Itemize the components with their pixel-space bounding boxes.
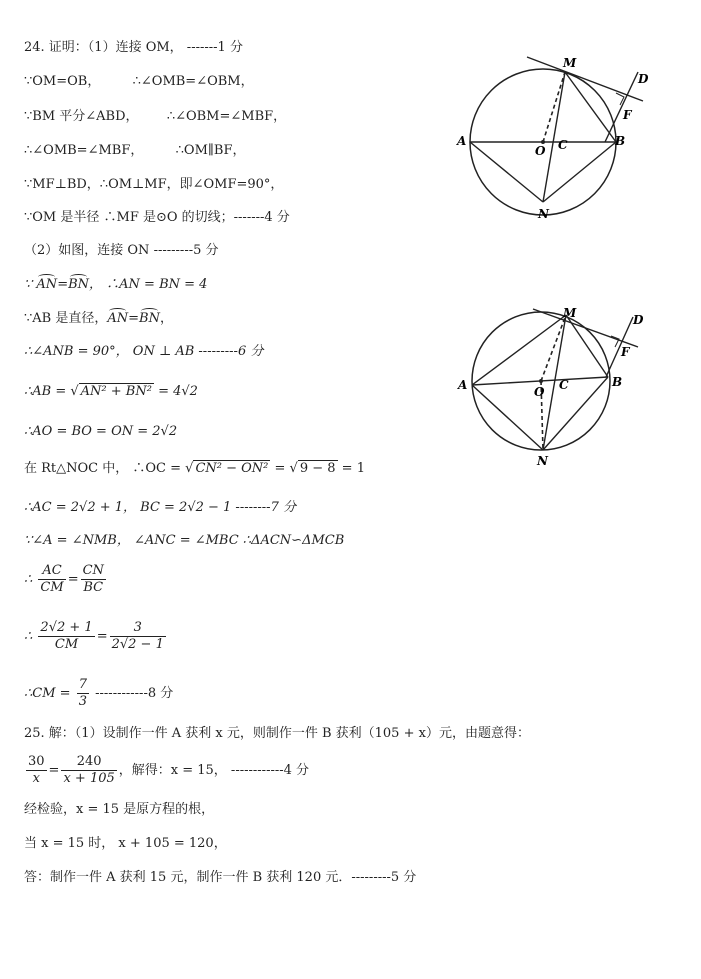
segment-om-dashed bbox=[543, 72, 565, 142]
p24-l13-mid: = √ bbox=[270, 461, 298, 476]
segment-nb bbox=[543, 142, 616, 202]
label-o: O bbox=[535, 144, 546, 158]
p24-line-9 bbox=[24, 311, 173, 327]
segment-nb-2 bbox=[543, 377, 608, 450]
p24-l16-pre: ∴ bbox=[24, 572, 33, 587]
p24-l3b: ∴∠OBM=∠MBF， bbox=[166, 109, 287, 124]
segment-mn bbox=[543, 72, 565, 202]
p25-l2-eq: = bbox=[48, 763, 60, 778]
fraction-7-3: $\frac{7}{3}$ bbox=[78, 677, 87, 709]
p24-line-3 bbox=[24, 109, 286, 125]
p24-l2b: ∴∠OMB=∠OBM， bbox=[132, 74, 254, 89]
p24-l17-pre: ∴ bbox=[24, 629, 33, 644]
segment-mb bbox=[565, 72, 616, 142]
geometry-figure-1 bbox=[455, 55, 665, 225]
label-f-2: F bbox=[621, 345, 630, 359]
p24-l11-rad: AN² + BN² bbox=[80, 384, 152, 399]
p24-line-6: ∵OM 是半径 ∴MF 是⊙O 的切线；-------4 分 bbox=[24, 210, 290, 225]
p24-line-12: ∴AO = BO = ON = 2√2 bbox=[24, 424, 178, 439]
p24-l8-post: ， ∴AN = BN = 4 bbox=[89, 277, 208, 292]
label-a-2: A bbox=[458, 378, 468, 392]
p24-line-4 bbox=[24, 143, 245, 159]
label-c-2: C bbox=[559, 378, 569, 392]
p25-line-5: 答：制作一件 A 获利 15 元，制作一件 B 获利 120 元．---------5 分 bbox=[24, 870, 417, 885]
p24-l9-eq: = bbox=[128, 311, 140, 326]
label-n-2: N bbox=[537, 454, 548, 468]
arc-bn: BN bbox=[68, 277, 90, 292]
p24-l9-pre: ∵AB 是直径， bbox=[24, 311, 108, 326]
p24-l11-pre: ∴AB = √ bbox=[24, 384, 79, 399]
p24-l17-eq: = bbox=[96, 629, 108, 644]
p24-l13-rad1: CN² − ON² bbox=[195, 461, 269, 476]
segment-an bbox=[470, 142, 543, 202]
tangent-line bbox=[527, 57, 643, 101]
p24-l11-post: = 4√2 bbox=[153, 384, 198, 399]
label-m-2: M bbox=[563, 306, 577, 320]
p25-l2-post: ，解得：x = 15， ------------4 分 bbox=[118, 763, 310, 778]
p25-line-2 bbox=[24, 754, 309, 787]
p24-line-11 bbox=[24, 384, 198, 400]
p24-l4a: ∴∠OMB=∠MBF， bbox=[24, 143, 144, 158]
label-d: D bbox=[638, 72, 649, 86]
p25-line-3: 经检验，x = 15 是原方程的根， bbox=[24, 802, 215, 817]
p24-line-5: ∵MF⊥BD，∴OM⊥MF，即∠OMF=90°， bbox=[24, 177, 284, 192]
fraction-30-x: $\frac{30}{x}$ bbox=[28, 754, 45, 786]
label-d-2: D bbox=[633, 313, 644, 327]
segment-am-2 bbox=[472, 315, 566, 385]
p24-l18-pre: ∴CM = bbox=[24, 686, 71, 701]
label-b-2: B bbox=[612, 375, 623, 389]
p25-line-1: 25. 解：（1）设制作一件 A 获利 x 元，则制作一件 B 获利（105 + x）元，由题意得： bbox=[24, 726, 530, 741]
p24-l9-post: ， bbox=[159, 311, 173, 326]
fraction-rhs: $\frac{3}{2√2 - 1}$ bbox=[111, 620, 164, 652]
label-c: C bbox=[558, 138, 568, 152]
line-bd bbox=[605, 72, 638, 142]
fraction-240: $\frac{240}{x + 105}$ bbox=[63, 754, 115, 786]
geometry-figure-2 bbox=[455, 303, 665, 473]
p24-l8-pre: ∵ bbox=[24, 277, 33, 292]
fraction-lhs: $\frac{2√2 + 1}{CM}$ bbox=[40, 620, 93, 652]
label-b: B bbox=[615, 134, 626, 148]
p25-line-4: 当 x = 15 时， x + 105 = 120， bbox=[24, 836, 227, 851]
p24-line-8 bbox=[24, 277, 207, 293]
p24-line-18 bbox=[24, 677, 173, 710]
p24-line-17 bbox=[24, 620, 168, 653]
p24-l8-eq: = bbox=[57, 277, 69, 292]
label-o-2: O bbox=[534, 385, 545, 399]
fraction-ac-cm: $\frac{AC}{CM}$ bbox=[40, 563, 64, 595]
p24-l2a: ∵OM=OB， bbox=[24, 74, 101, 89]
p24-line-14: ∴AC = 2√2 + 1， BC = 2√2 − 1 --------7 分 bbox=[24, 500, 296, 515]
fraction-cn-bc: $\frac{CN}{BC}$ bbox=[82, 563, 104, 595]
center-dot-2 bbox=[539, 379, 543, 383]
label-a: A bbox=[457, 134, 467, 148]
arc-an-2: AN bbox=[107, 311, 129, 326]
p24-line-16 bbox=[24, 563, 108, 596]
p24-l4b: ∴OM∥BF， bbox=[175, 143, 246, 158]
p24-line-15: ∵∠A = ∠NMB， ∠ANC = ∠MBC ∴ΔACN∽ΔMCB bbox=[24, 533, 345, 548]
p24-l16-eq: = bbox=[67, 572, 79, 587]
label-n: N bbox=[538, 207, 549, 221]
arc-an: AN bbox=[36, 277, 58, 292]
p24-line-2 bbox=[24, 74, 254, 90]
p24-line-10: ∴∠ANB = 90°， ON ⊥ AB ---------6 分 bbox=[24, 344, 264, 359]
p24-l13-rad2: 9 − 8 bbox=[299, 461, 336, 476]
p24-l13-pre: 在 Rt△NOC 中， ∴OC = √ bbox=[24, 461, 194, 476]
p24-l13-post: = 1 bbox=[337, 461, 365, 476]
segment-mb-2 bbox=[566, 315, 608, 377]
label-f: F bbox=[623, 108, 632, 122]
p24-l3a: ∵BM 平分∠ABD， bbox=[24, 109, 139, 124]
p24-line-7: （2）如图，连接 ON ---------5 分 bbox=[24, 243, 219, 258]
p24-line-13 bbox=[24, 461, 365, 477]
arc-bn-2: BN bbox=[139, 311, 160, 326]
p24-l18-post: ------------8 分 bbox=[95, 686, 174, 701]
label-m: M bbox=[563, 56, 577, 70]
p24-line-1: 24. 证明：（1）连接 OM， -------1 分 bbox=[24, 40, 243, 55]
